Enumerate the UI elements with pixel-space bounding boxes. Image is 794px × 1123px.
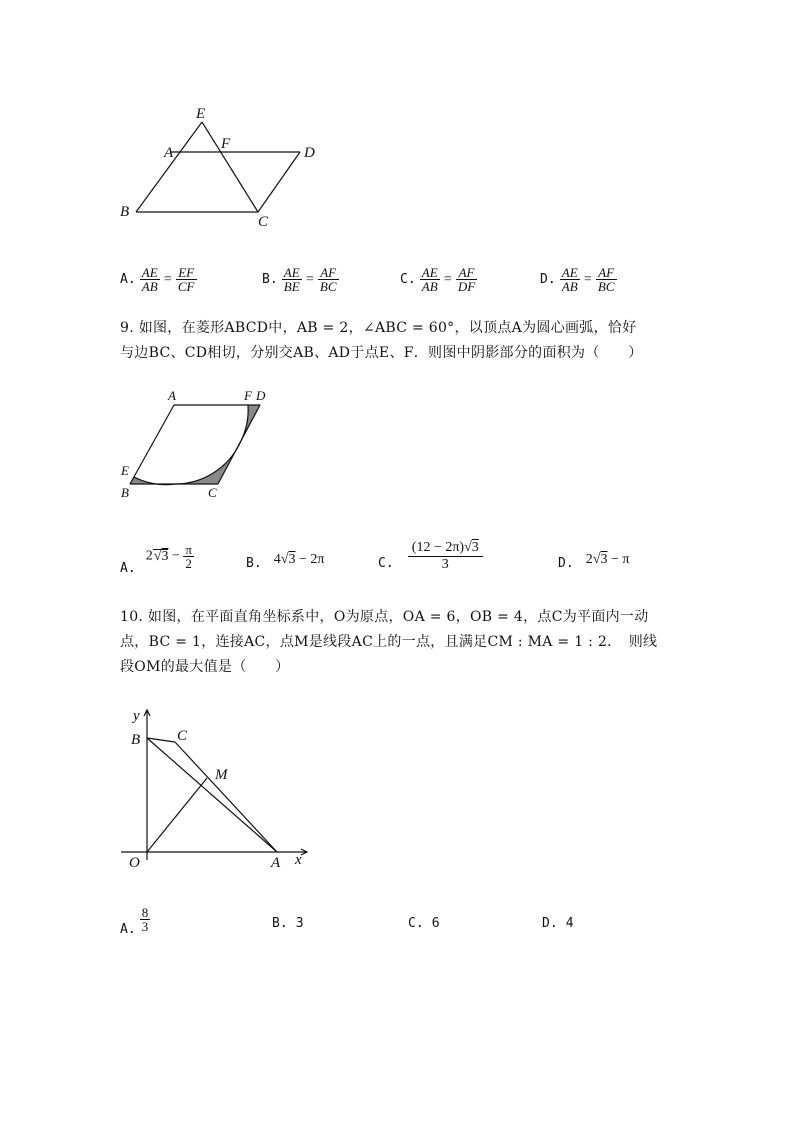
q10-segment-ba bbox=[147, 738, 277, 852]
fraction: $\frac{AE}{AB}$ bbox=[141, 265, 158, 294]
fraction: $\frac{AF}{BC}$ bbox=[597, 265, 615, 294]
q9-option-b[interactable] bbox=[246, 552, 325, 571]
q10-option-a[interactable] bbox=[120, 905, 150, 937]
q8-label-a: A bbox=[164, 145, 174, 161]
q8-label-f: F bbox=[221, 136, 231, 152]
option-label: C. bbox=[400, 272, 416, 287]
option-label: C. bbox=[378, 556, 394, 571]
q8-label-e: E bbox=[196, 106, 206, 122]
q10-label-o: O bbox=[129, 855, 140, 871]
option-label: A. bbox=[120, 560, 136, 576]
q10-option-b[interactable] bbox=[272, 916, 304, 931]
q8-label-c: C bbox=[258, 214, 269, 230]
fraction: $\frac{AE}{BE}$ bbox=[283, 265, 300, 294]
option-label: B. bbox=[272, 916, 288, 931]
option-label: B. bbox=[262, 272, 278, 287]
q10-segment-ca bbox=[175, 742, 277, 852]
q9-option-a[interactable] bbox=[120, 542, 194, 576]
q8-option-c[interactable] bbox=[400, 266, 477, 293]
q10-figure bbox=[115, 700, 325, 875]
q8-label-b: B bbox=[120, 204, 130, 220]
fraction: $\frac{AE}{AB}$ bbox=[561, 265, 578, 294]
option-label: A. bbox=[120, 272, 136, 287]
q10-label-b: B bbox=[131, 732, 141, 748]
equals-sign: = bbox=[443, 272, 452, 287]
option-value: 4 bbox=[565, 916, 574, 931]
option-label: D. bbox=[558, 556, 574, 571]
q10-stem-line-1: 10. 如图，在平面直角坐标系中，O为原点，OA = 6，OB = 4，点C为平面内一动 bbox=[120, 609, 649, 625]
option-label: C. bbox=[408, 916, 424, 931]
q10-label-m: M bbox=[215, 767, 228, 783]
q8-figure bbox=[110, 100, 340, 235]
option-label: D. bbox=[542, 916, 558, 931]
equals-sign: = bbox=[583, 272, 592, 287]
q9-option-d[interactable] bbox=[558, 552, 630, 571]
option-label: A. bbox=[120, 922, 136, 937]
q8-label-d: D bbox=[304, 145, 315, 161]
q10-label-c: C bbox=[177, 728, 188, 744]
q9-option-c[interactable] bbox=[378, 540, 483, 573]
q9-label-b: B bbox=[121, 485, 129, 500]
q9-label-a: A bbox=[168, 388, 176, 403]
q9-label-f: F bbox=[244, 388, 252, 403]
q8-segment-cd bbox=[258, 152, 300, 212]
q9-stem-line-1: 9. 如图，在菱形ABCD中，AB = 2，∠ABC = 60°，以顶点A为圆心画弧，恰好 bbox=[120, 320, 637, 336]
q9-label-d: D bbox=[256, 388, 266, 403]
q10-segment-om bbox=[147, 778, 207, 852]
option-expression: 2√3 − $\frac{\pi}{2}$ bbox=[145, 542, 192, 571]
q10-label-x: x bbox=[295, 852, 302, 868]
fraction: $\frac{AF}{DF}$ bbox=[457, 265, 476, 294]
equals-sign: = bbox=[163, 272, 172, 287]
q10-stem bbox=[120, 605, 680, 680]
fraction: $\frac{8}{3}$ bbox=[141, 905, 149, 934]
q10-stem-line-2: 点，BC = 1，连接AC，点M是线段AC上的一点，且满足CM : MA = 1 : 2． 则线 bbox=[120, 634, 658, 650]
q10-stem-line-3: 段OM的最大值是（ ） bbox=[120, 659, 290, 675]
q9-stem bbox=[120, 316, 680, 366]
q8-option-d[interactable] bbox=[540, 266, 617, 293]
equals-sign: = bbox=[305, 272, 314, 287]
option-expression: $\frac{(12 - 2\pi)√3}{3}$ bbox=[408, 540, 483, 573]
option-value: 6 bbox=[431, 916, 440, 931]
q10-label-a: A bbox=[271, 855, 281, 871]
q9-figure bbox=[112, 385, 282, 505]
fraction: $\frac{AF}{BC}$ bbox=[319, 265, 337, 294]
q10-label-y: y bbox=[133, 708, 140, 724]
option-label: D. bbox=[540, 272, 556, 287]
q9-unshaded-cover bbox=[134, 405, 248, 485]
option-expression: 4√3 − 2π bbox=[273, 552, 325, 567]
q9-stem-line-2: 与边BC、CD相切，分别交AB、AD于点E、F．则图中阴影部分的面积为（ ） bbox=[120, 345, 643, 361]
q8-option-a[interactable] bbox=[120, 266, 197, 293]
q9-label-c: C bbox=[208, 485, 217, 500]
q10-option-d[interactable] bbox=[542, 916, 574, 931]
q10-option-c[interactable] bbox=[408, 916, 440, 931]
q8-option-b[interactable] bbox=[262, 266, 339, 293]
q8-segment-be bbox=[136, 122, 202, 212]
fraction: $\frac{EF}{CF}$ bbox=[177, 265, 195, 294]
option-label: B. bbox=[246, 556, 262, 571]
option-value: 3 bbox=[295, 916, 304, 931]
q9-label-e: E bbox=[121, 463, 129, 478]
fraction: $\frac{AE}{AB}$ bbox=[421, 265, 438, 294]
option-expression: 2√3 − π bbox=[585, 552, 630, 567]
